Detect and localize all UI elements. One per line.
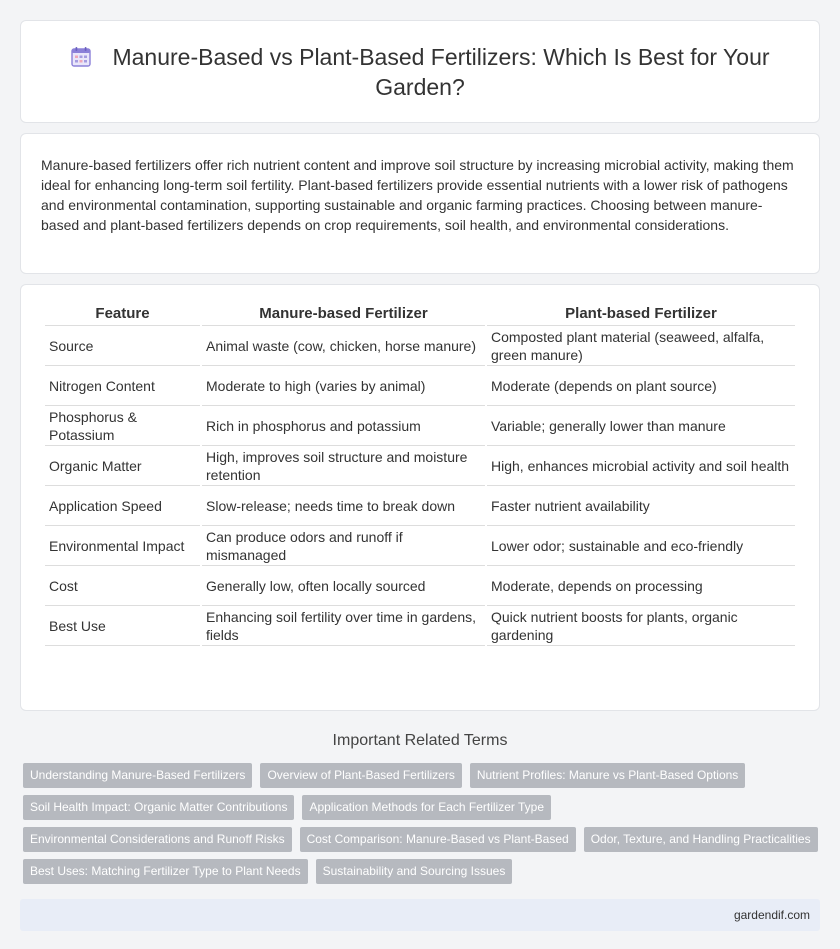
cell-plant: High, enhances microbial activity and soil health (487, 446, 795, 486)
intro-card (20, 133, 820, 274)
cell-feature: Application Speed (45, 486, 200, 526)
related-terms-list (20, 763, 820, 884)
table-row (45, 446, 795, 486)
cell-manure: Animal waste (cow, chicken, horse manure) (202, 326, 485, 366)
intro-paragraph: Manure-based fertilizers offer rich nutrient content and improve soil structure by increasing microbial activity, making them ideal for enhancing long-term soil fertility. Plant-based fertilizers provide essential nutrients with a lower risk of pathogens and environmental contamination, supporting sustainable and organic farming practices. Choosing between manure-based and plant-based fertilizers depends on crop requirements, soil health, and environmental considerations. (41, 157, 794, 233)
cell-plant: Quick nutrient boosts for plants, organic gardening (487, 606, 795, 646)
footer-site-link[interactable]: gardendif.com (733, 908, 810, 922)
table-row (45, 366, 795, 406)
calendar-grid-icon (70, 46, 92, 68)
page-title (51, 42, 789, 102)
comparison-card (20, 284, 820, 711)
related-terms-title: Important Related Terms (332, 732, 508, 749)
cell-feature: Source (45, 326, 200, 366)
cell-plant: Variable; generally lower than manure (487, 406, 795, 446)
related-term-tag[interactable]: Best Uses: Matching Fertilizer Type to Plant Needs (23, 859, 308, 884)
cell-manure: Enhancing soil fertility over time in gardens, fields (202, 606, 485, 646)
footer (20, 899, 820, 931)
cell-feature: Cost (45, 566, 200, 606)
cell-manure: Rich in phosphorus and potassium (202, 406, 485, 446)
table-row (45, 606, 795, 646)
related-term-tag[interactable]: Overview of Plant-Based Fertilizers (260, 763, 461, 788)
cell-manure: Moderate to high (varies by animal) (202, 366, 485, 406)
cell-manure: High, improves soil structure and moisture retention (202, 446, 485, 486)
cell-manure: Slow-release; needs time to break down (202, 486, 485, 526)
table-row (45, 486, 795, 526)
cell-feature: Phosphorus & Potassium (45, 406, 200, 446)
cell-plant: Lower odor; sustainable and eco-friendly (487, 526, 795, 566)
related-term-tag[interactable]: Environmental Considerations and Runoff Risks (23, 827, 292, 852)
related-term-tag[interactable]: Application Methods for Each Fertilizer Type (302, 795, 551, 820)
related-term-tag[interactable]: Cost Comparison: Manure-Based vs Plant-Based (300, 827, 576, 852)
cell-plant: Moderate, depends on processing (487, 566, 795, 606)
table-row (45, 566, 795, 606)
cell-plant: Composted plant material (seaweed, alfalfa, green manure) (487, 326, 795, 366)
header-plant: Plant-based Fertilizer (487, 303, 795, 326)
related-term-tag[interactable]: Odor, Texture, and Handling Practicalities (584, 827, 818, 852)
related-term-tag[interactable]: Sustainability and Sourcing Issues (316, 859, 513, 884)
cell-feature: Organic Matter (45, 446, 200, 486)
table-row (45, 406, 795, 446)
cell-manure: Generally low, often locally sourced (202, 566, 485, 606)
title-card (20, 20, 820, 123)
cell-plant: Moderate (depends on plant source) (487, 366, 795, 406)
cell-feature: Environmental Impact (45, 526, 200, 566)
table-row (45, 326, 795, 366)
page-title-text: Manure-Based vs Plant-Based Fertilizers: Which Is Best for Your Garden? (112, 43, 770, 100)
cell-manure: Can produce odors and runoff if mismanaged (202, 526, 485, 566)
header-manure: Manure-based Fertilizer (202, 303, 485, 326)
cell-feature: Best Use (45, 606, 200, 646)
cell-feature: Nitrogen Content (45, 366, 200, 406)
related-term-tag[interactable]: Understanding Manure-Based Fertilizers (23, 763, 252, 788)
header-feature: Feature (45, 303, 200, 326)
related-term-tag[interactable]: Soil Health Impact: Organic Matter Contributions (23, 795, 294, 820)
related-term-tag[interactable]: Nutrient Profiles: Manure vs Plant-Based Options (470, 763, 745, 788)
cell-plant: Faster nutrient availability (487, 486, 795, 526)
table-header-row (45, 303, 795, 326)
comparison-table (43, 303, 797, 646)
table-row (45, 526, 795, 566)
